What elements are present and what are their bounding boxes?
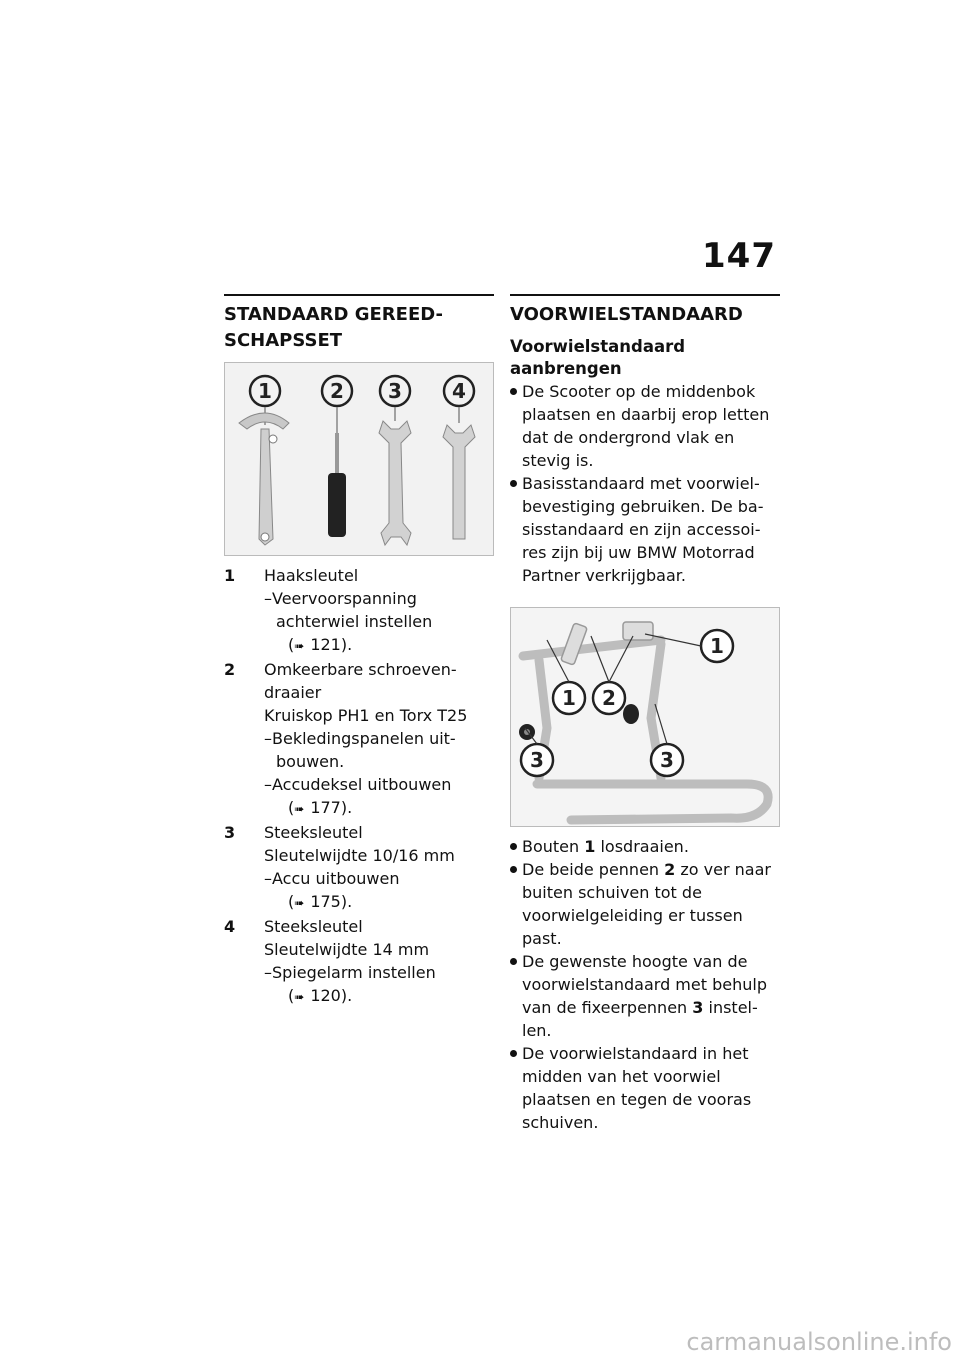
- step-text: zo ver naar buiten schuiven tot de voorwielgeleiding er tussen past.: [522, 860, 771, 948]
- steps-list-after: [510, 835, 780, 1134]
- page-number: 147: [702, 236, 776, 276]
- page-reference-number: 121).: [310, 635, 353, 654]
- legend-item-4: [224, 915, 494, 1009]
- legend-line: Steeksleutel: [264, 917, 363, 936]
- arrow-right-icon: ➠: [294, 896, 305, 910]
- legend-line: Sleutelwijdte 10/16 mm: [264, 846, 455, 865]
- step-ref-number: 3: [692, 998, 704, 1017]
- page-reference[interactable]: (➠ 120).: [276, 984, 494, 1009]
- legend-action-text: –Bekledingspanelen uit- bouwen.: [264, 729, 456, 771]
- callout-1: 1: [258, 379, 272, 403]
- arrow-right-icon: ➠: [294, 802, 305, 816]
- legend-number: 3: [224, 823, 236, 842]
- section-title-toolkit: STANDAARD GEREED- SCHAPSSET: [224, 304, 443, 351]
- callout-1: 1: [710, 634, 724, 658]
- legend-action-text: –Spiegelarm instellen: [264, 963, 436, 982]
- step-item: [510, 858, 780, 950]
- legend-number: 2: [224, 660, 236, 679]
- front-stand-illustration: [511, 608, 779, 826]
- legend-item-3: [224, 821, 494, 915]
- step-ref-number: 2: [664, 860, 676, 879]
- legend-line: Sleutelwijdte 14 mm: [264, 940, 430, 959]
- left-column: [224, 294, 494, 1009]
- page-reference-number: 120).: [310, 986, 353, 1005]
- watermark: carmanualsonline.info: [686, 1328, 952, 1356]
- legend-action: [264, 773, 494, 821]
- legend-action-text: –Veervoorspanning achterwiel instellen: [264, 589, 433, 631]
- right-column: [510, 294, 780, 1134]
- step-item: De Scooter op de middenbok plaatsen en daarbij erop letten dat de ondergrond vlak en stevig is.: [510, 380, 780, 472]
- callout-3: 3: [660, 748, 674, 772]
- step-text: losdraaien.: [595, 837, 689, 856]
- legend-action: [264, 961, 494, 1009]
- page-reference-number: 177).: [310, 798, 353, 817]
- callout-3: 3: [388, 379, 402, 403]
- callout-2: 2: [330, 379, 344, 403]
- legend-action: [264, 727, 494, 773]
- step-item: [510, 950, 780, 1042]
- legend-line: Steeksleutel: [264, 823, 363, 842]
- legend-action-text: –Accudeksel uitbouwen: [264, 775, 452, 794]
- legend-item-1: [224, 564, 494, 658]
- subsection-title: Voorwielstandaard aanbrengen: [510, 337, 686, 378]
- arrow-right-icon: ➠: [294, 639, 305, 653]
- legend-number: 4: [224, 917, 236, 936]
- toolkit-illustration: [225, 363, 493, 555]
- legend-number: 1: [224, 566, 236, 585]
- legend-line: Omkeerbare schroeven- draaier: [264, 660, 457, 702]
- section-rule: [510, 294, 780, 296]
- section-rule: [224, 294, 494, 296]
- step-text: instel- len.: [522, 998, 758, 1040]
- section-title-front-stand: VOORWIELSTANDAARD: [510, 304, 743, 325]
- page-reference[interactable]: (➠ 175).: [276, 890, 494, 915]
- steps-list-before: [510, 380, 780, 587]
- step-item: [510, 835, 780, 858]
- page-reference[interactable]: (➠ 121).: [276, 633, 494, 658]
- legend-line: Kruiskop PH1 en Torx T25: [264, 706, 468, 725]
- callout-1: 1: [562, 686, 576, 710]
- step-text: De voorwielstandaard in het midden van het voorwiel plaatsen en tegen de vooras schuiven.: [522, 1044, 752, 1132]
- legend-action: [264, 587, 494, 658]
- legend-action-text: –Accu uitbouwen: [264, 869, 400, 888]
- callout-3: 3: [530, 748, 544, 772]
- step-item: Basisstandaard met voorwiel- bevestiging gebruiken. De ba- sisstandaard en zijn accessoi- res zijn bij uw BMW Motorrad Partner verkrijgbaar.: [510, 472, 780, 587]
- step-ref-number: 1: [584, 837, 596, 856]
- legend-line: Haaksleutel: [264, 566, 359, 585]
- page-reference-number: 175).: [310, 892, 353, 911]
- legend-action: [264, 867, 494, 915]
- step-text: Bouten: [522, 837, 585, 856]
- callout-2: 2: [602, 686, 616, 710]
- step-text: De beide pennen: [522, 860, 665, 879]
- callout-4: 4: [452, 379, 466, 403]
- page-reference[interactable]: (➠ 177).: [276, 796, 494, 821]
- step-item: [510, 1042, 780, 1134]
- legend-item-2: [224, 658, 494, 821]
- front-stand-figure: [510, 607, 780, 827]
- toolkit-figure: [224, 362, 494, 556]
- step-text: De gewenste hoogte van de voorwielstandaard met behulp van de fixeerpennen: [522, 952, 767, 1017]
- arrow-right-icon: ➠: [294, 990, 305, 1004]
- toolkit-legend: [224, 564, 494, 1009]
